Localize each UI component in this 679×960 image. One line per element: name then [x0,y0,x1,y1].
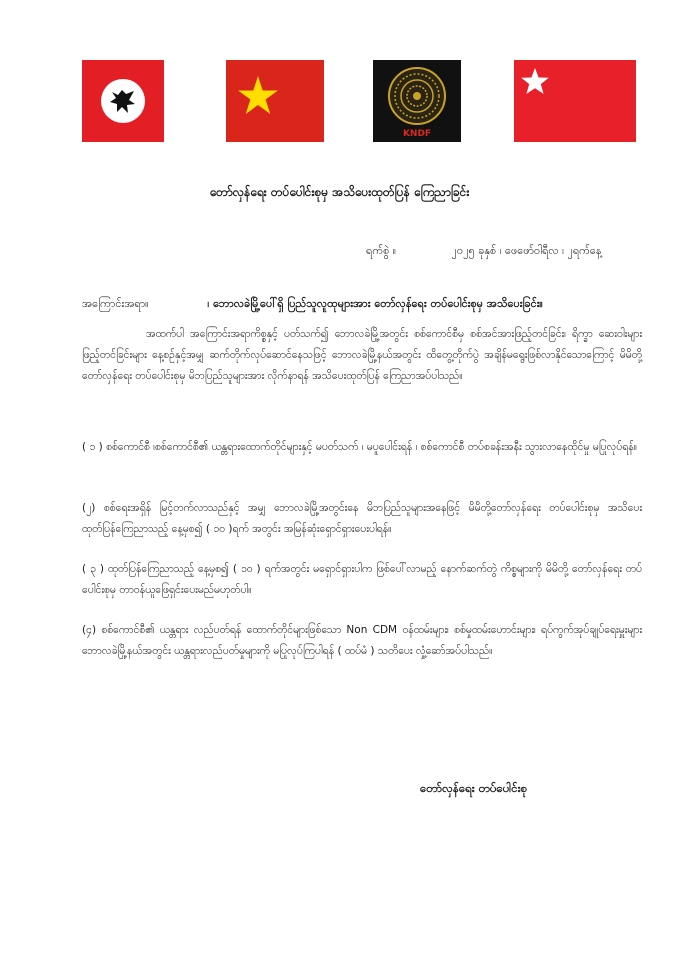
intro-paragraph: အထက်ပါ အကြောင်းအရာကိစ္စနှင့် ပတ်သက်၍ ဘောလခဲမြို့အတွင်း စစ်ကောင်စီမှ စစ်အင်အားဖြည့်တင်ခြင်း၊ ရိက္ခာ ဆေးဝါးများ ဖြည့်တင်ခြင်းများ နေ့စဉ်နှင့်အမျှ ဆက်တိုက်လုပ်ဆောင်နေသဖြင့် ဘောလခဲမြို့နယ်အတွင်း ထိတွေ့တိုက်ပွဲ အချိန်မရွေးဖြစ်လာနိုင်သောကြောင့် မိမိတို့တော်လှန်ရေး တပ်ပေါင်းစုမှ မိဘပြည်သူများအား လိုက်နာရန် အသိပေးထုတ်ပြန် ကြေညာအပ်ပါသည်။ [82,328,642,382]
list-item-3: ( ၃ ) ထုတ်ပြန်ကြေညာသည့် နေ့မှစ၍ ( ၁၀ ) ရက်အတွင်း မရှောင်ရှားပါက ဖြစ်ပေါ်လာမည့် နောက်ဆက်တွဲ ကိစ္စများကို မိမိတို့ တော်လှန်ရေး တပ်ပေါင်းစုမှ တာဝန်ယူဖြေရှင်းပေးမည်မဟုတ်ပါ။ [82,563,642,596]
announcement-title: တော်လှန်ရေး တပ်ပေါင်းစုမှ အသိပေးထုတ်ပြန် ကြေညာခြင်း [209,185,470,199]
subject-row [82,297,642,313]
signature: တော်လှန်ရေး တပ်ပေါင်းစု [420,781,527,795]
date-value: ၂၀၂၅ ခုနှစ် ၊ ဖေဖော်ဝါရီလ ၊ ၂ရက်နေ့ [451,244,602,257]
list-item-1: ( ၁ ) စစ်ကောင်စီ ၊စစ်ကောင်စီ၏ ယန္တရားထောက်တိုင်များနှင့် မပတ်သက် ၊ မပူပေါင်းရန် ၊ စစ်ကောင်စီ တပ်စခန်းအနီး သွားလာနေထိုင်မှု မပြုလုပ်ရန်။ [82,441,637,453]
subject-label: အကြောင်းအရာ။ [82,297,149,310]
vietnam-flag-logo [226,60,324,142]
kndf-logo-text: KNDF [402,129,432,139]
subject-text: ၊ ဘောလခဲမြို့ပေါ်ရှိ ပြည်သူလူထုများအား တော်လှန်ရေး တပ်ပေါင်းစုမှ အသိပေးခြင်း။ [207,297,543,310]
date-row [366,244,602,260]
eagle-flag-logo [82,60,164,142]
date-label: ရက်စွဲ ။ [366,244,397,257]
kndf-logo [373,60,461,142]
star-flag-logo [514,60,636,142]
list-item-4: (၄) စစ်ကောင်စီ၏ ယန္တရား လည်ပတ်ရန် ထောက်တိုင်များဖြစ်သော Non CDM ဝန်ထမ်းများ၊ စစ်မှုထမ်းဟောင်းများ၊ ရပ်ကွက်အုပ်ချုပ်ရေးမှူးများ ဘောလခဲမြို့နယ်အတွင်း ယန္တရားလည်ပတ်မှုများကို မပြုလုပ်ကြပါရန် ( ထပ်မံ ) သတိပေး လှုံ့ဆော်အပ်ပါသည်။ [82,624,642,657]
list-item-2: (၂) စစ်ရေးအရှိန် မြင့်တက်လာသည်နှင့် အမျှ ဘောလခဲမြို့အတွင်းနေ မိဘပြည်သူများအနေဖြင့် မိမိတို့တော်လှန်ရေး တပ်ပေါင်းစုမှ အသိပေး ထုတ်ပြန်ကြေညာသည့် နေ့မှစ၍ ( ၁၀ )ရက် အတွင်း အမြန်ဆုံးရှောင်ရှားပေးပါရန်။ [82,502,642,535]
